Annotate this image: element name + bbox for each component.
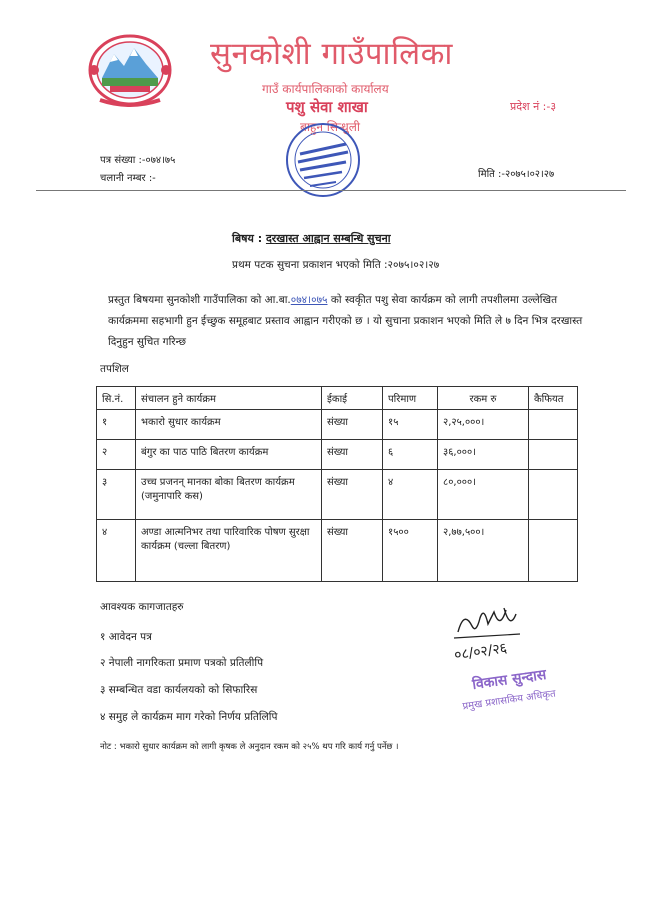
table-row (97, 440, 578, 470)
letter-number: पत्र संख्या :-०७४।७५ (100, 155, 176, 166)
table-header-row (97, 387, 578, 410)
required-doc-item: ४ समुह ले कार्यक्रम माग गरेको निर्णय प्रतिलिपि (100, 711, 278, 723)
cell-unit: संख्या (322, 410, 383, 440)
cell-program: अण्डा आत्मनिभर तथा पारिवारिक पोषण सुरक्षा कार्यक्रम (चल्ला बितरण) (136, 520, 322, 582)
office-name: गाउँ कार्यपालिकाको कार्यालय (262, 82, 389, 96)
signatory-title: प्रमुख प्रशासकिय अधिकृत (461, 688, 557, 713)
cell-qty: ६ (383, 440, 438, 470)
required-docs-heading: आवश्यक कागजातहरु (100, 601, 184, 613)
cell-remarks (529, 470, 578, 520)
program-table (96, 386, 578, 582)
required-doc-item: १ आवेदन पत्र (100, 631, 152, 643)
municipality-title: सुनकोशी गाउँपालिका (210, 36, 453, 72)
cell-qty: १५०० (383, 520, 438, 582)
col-amount-header: रकम रु (438, 387, 529, 410)
paragraph-intro: प्रस्तुत बिषयमा सुनकोशी गाउँपालिका को आ.बा. (108, 294, 291, 306)
cell-qty: १५ (383, 410, 438, 440)
col-qty-header: परिमाण (383, 387, 438, 410)
col-unit-header: ईकाई (322, 387, 383, 410)
cell-sn: १ (97, 410, 136, 440)
cell-program: उच्च प्रजनन् मानका बोका बितरण कार्यक्रम (जमुनापारि कस) (136, 470, 322, 520)
signatory-name: विकास सुन्दास (471, 666, 548, 694)
dispatch-number: चलानी नम्बर :- (100, 173, 156, 184)
table-row (97, 520, 578, 582)
cell-unit: संख्या (322, 470, 383, 520)
col-program-header: संचालन हुने कार्यक्रम (136, 387, 322, 410)
footer-note: नोट : भकारो सुधार कार्यक्रम को लागी कृषक ले अनुदान रकम को २५% थप गरि कार्य गर्नु पर्नेछ । (100, 742, 399, 752)
subject-label: बिषय : (232, 232, 263, 245)
table-row (97, 470, 578, 520)
nepal-emblem-icon (80, 30, 180, 108)
province-label: प्रदेश नं :-३ (510, 100, 557, 113)
cell-amount: ८०,०००। (438, 470, 529, 520)
table-row (97, 410, 578, 440)
handwritten-signature-icon (450, 600, 530, 645)
cell-sn: ३ (97, 470, 136, 520)
first-publication-date: प्रथम पटक सुचना प्रकाशन भएको मिति :२०७५।०२।२७ (232, 259, 440, 271)
branch-name: पशु सेवा शाखा (286, 98, 368, 116)
paragraph-rest: को स्वकृीत पशु सेवा कार्यक्रम को लागी तपशीलमा उल्लेखित कार्यक्रममा सहभागी हुन ईच्छुक समूहबाट प्रस्ताव आह्वान गरीएको छ । यो सुचाना प्रकाशन भएको मिति ले ७ दिन भित्र दरखास्त दिनुहुन सुचित गरिन्छ (108, 294, 583, 348)
required-doc-item: ३ सम्बन्धित वडा कार्यलयको को सिफारिस (100, 684, 258, 696)
office-address: बाहुन सिन्धुली (300, 120, 360, 134)
cell-program: भकारो सुधार कार्यक्रम (136, 410, 322, 440)
cell-unit: संख्या (322, 520, 383, 582)
subject-text: दरखास्त आह्वान सम्बन्धि सुचना (265, 232, 391, 245)
cell-qty: ४ (383, 470, 438, 520)
subject-line (232, 231, 391, 246)
required-doc-item: २ नेपाली नागरिकता प्रमाण पत्रको प्रतिलीपि (100, 657, 264, 669)
cell-sn: २ (97, 440, 136, 470)
notice-paragraph (108, 290, 588, 353)
letter-date: मिति :-२०७५।०२।२७ (478, 169, 555, 180)
details-heading: तपशिल (100, 363, 129, 375)
col-sn-header: सि.नं. (97, 387, 136, 410)
cell-amount: ३६,०००। (438, 440, 529, 470)
cell-remarks (529, 520, 578, 582)
cell-remarks (529, 440, 578, 470)
cell-sn: ४ (97, 520, 136, 582)
signature-block (440, 600, 590, 720)
signature-date: ०८/०२/२६ (453, 640, 509, 664)
cell-amount: २,२५,०००। (438, 410, 529, 440)
fiscal-year: ०७४।०७५ (290, 294, 328, 306)
cell-program: बंगुर का पाठ पाठि बितरण कार्यक्रम (136, 440, 322, 470)
header-divider (36, 190, 626, 191)
cell-unit: संख्या (322, 440, 383, 470)
cell-remarks (529, 410, 578, 440)
col-remarks-header: कैफियत (529, 387, 578, 410)
cell-amount: २,७७,५००। (438, 520, 529, 582)
